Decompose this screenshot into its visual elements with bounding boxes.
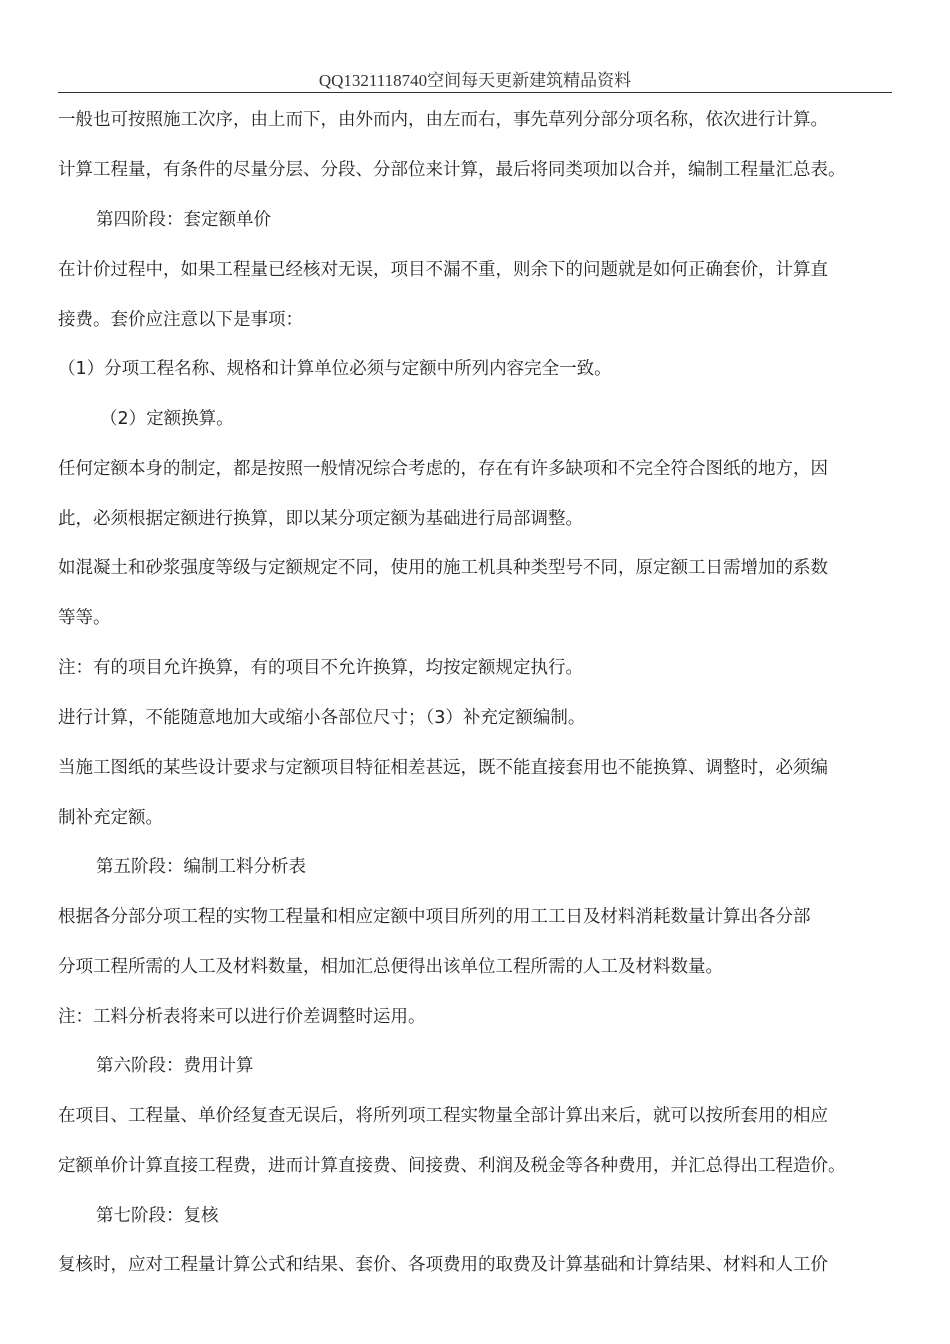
paragraph-line: 接费。套价应注意以下是事项： <box>58 310 303 330</box>
paragraph-line: 等等。 <box>58 608 111 628</box>
paragraph-line: 分项工程所需的人工及材料数量，相加汇总便得出该单位工程所需的人工及材料数量。 <box>58 957 723 977</box>
paragraph-line: 计算工程量，有条件的尽量分层、分段、分部位来计算，最后将同类项加以合并，编制工程量汇总表。 <box>58 160 846 180</box>
paragraph-line: 一般也可按照施工次序，由上而下，由外而内，由左而右，事先草列分部分项名称，依次进行计算。 <box>58 110 828 130</box>
paragraph-line: 当施工图纸的某些设计要求与定额项目特征相差甚远，既不能直接套用也不能换算、调整时，必须编 <box>58 758 828 778</box>
paragraph-line: 进行计算，不能随意地加大或缩小各部位尺寸；（3）补充定额编制。 <box>58 708 586 728</box>
section-heading-stage-7: 第七阶段：复核 <box>96 1206 219 1226</box>
paragraph-line: 在计价过程中，如果工程量已经核对无误，项目不漏不重，则余下的问题就是如何正确套价，计算直 <box>58 260 828 280</box>
list-item-1: （1）分项工程名称、规格和计算单位必须与定额中所列内容完全一致。 <box>58 359 612 379</box>
paragraph-line: 根据各分部分项工程的实物工程量和相应定额中项目所列的用工工日及材料消耗数量计算出各分部 <box>58 907 811 927</box>
header-divider <box>58 92 892 93</box>
paragraph-line: 在项目、工程量、单价经复查无误后，将所列项工程实物量全部计算出来后，就可以按所套用的相应 <box>58 1106 828 1126</box>
paragraph-line: 任何定额本身的制定，都是按照一般情况综合考虑的，存在有许多缺项和不完全符合图纸的地方，因 <box>58 459 828 479</box>
note-line: 注：工料分析表将来可以进行价差调整时运用。 <box>58 1007 426 1027</box>
paragraph-line: 此，必须根据定额进行换算，即以某分项定额为基础进行局部调整。 <box>58 509 583 529</box>
note-line: 注：有的项目允许换算，有的项目不允许换算，均按定额规定执行。 <box>58 658 583 678</box>
list-item-2: （2）定额换算。 <box>100 409 234 429</box>
paragraph-line: 制补充定额。 <box>58 808 163 828</box>
page-header: QQ1321118740空间每天更新建筑精品资料 <box>318 71 632 90</box>
paragraph-line: 如混凝土和砂浆强度等级与定额规定不同，使用的施工机具种类型号不同，原定额工日需增加的系数 <box>58 558 828 578</box>
section-heading-stage-5: 第五阶段：编制工料分析表 <box>96 857 306 877</box>
paragraph-line: 定额单价计算直接工程费，进而计算直接费、间接费、利润及税金等各种费用，并汇总得出工程造价。 <box>58 1156 846 1176</box>
paragraph-line: 复核时，应对工程量计算公式和结果、套价、各项费用的取费及计算基础和计算结果、材料和人工价 <box>58 1255 828 1275</box>
section-heading-stage-6: 第六阶段：费用计算 <box>96 1056 254 1076</box>
section-heading-stage-4: 第四阶段：套定额单价 <box>96 210 271 230</box>
